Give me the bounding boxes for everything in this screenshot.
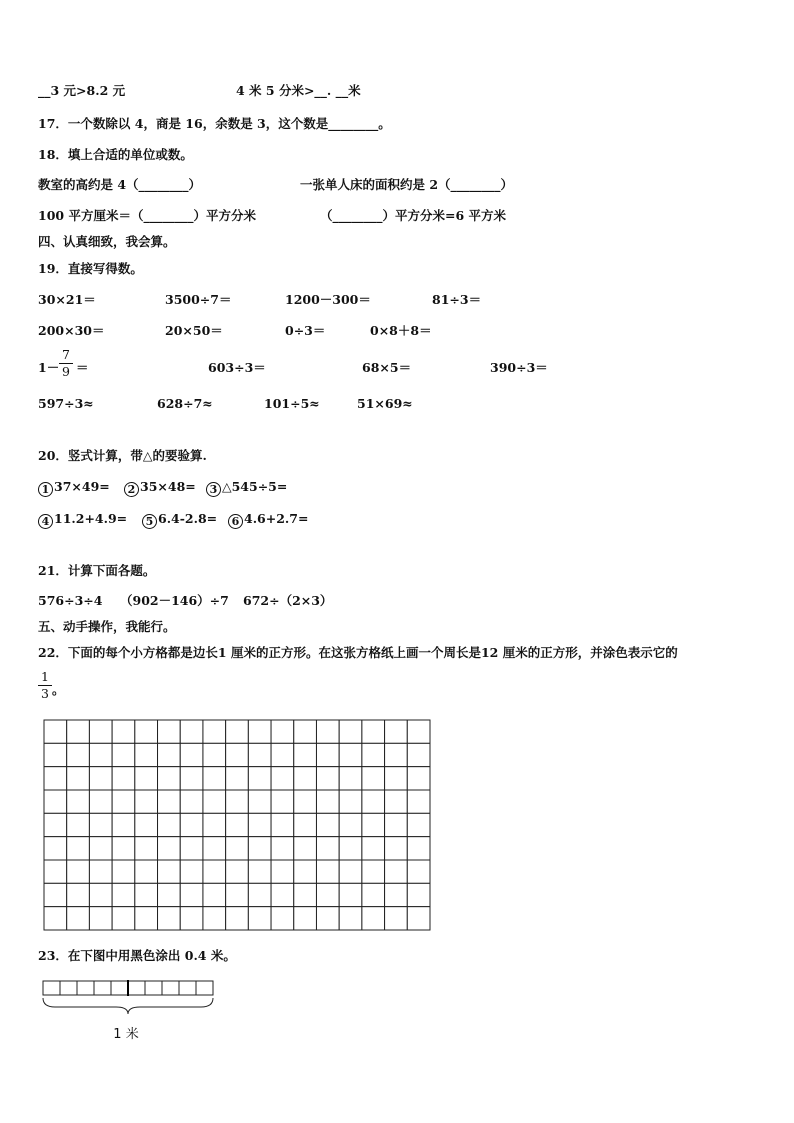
grid-cell[interactable] [158,813,181,836]
grid-cell[interactable] [316,743,339,766]
grid-cell[interactable] [203,720,226,743]
grid-cell[interactable] [44,767,67,790]
q19-r2c3: 0÷3＝ [285,323,326,338]
strip-segment[interactable] [196,981,213,995]
fraction-denominator: 3 [41,686,49,701]
grid-cell[interactable] [203,813,226,836]
grid-cell[interactable] [339,767,362,790]
grid-cell[interactable] [135,883,158,906]
q19-r4c2: 628÷7≈ [157,396,213,411]
grid-cell[interactable] [158,767,181,790]
grid-cell[interactable] [180,790,203,813]
grid-cell[interactable] [248,837,271,860]
meter-label: 1 米 [113,1027,139,1042]
grid-cell[interactable] [112,883,135,906]
q19-r3c2: 603÷3＝ [208,360,266,375]
grid-cell[interactable] [271,720,294,743]
grid-cell[interactable] [226,720,249,743]
q22-fraction [38,670,52,701]
grid-cell[interactable] [294,837,317,860]
grid-cell[interactable] [112,907,135,930]
strip-segment[interactable] [77,981,94,995]
grid-cell[interactable] [135,790,158,813]
grid-cell[interactable] [294,813,317,836]
grid-cell[interactable] [203,907,226,930]
grid-cell[interactable] [271,860,294,883]
circled-number: 3 [206,482,221,497]
q20-item-6: 6 4.6+2.7= [228,511,308,529]
grid-cell[interactable] [226,860,249,883]
grid-cell[interactable] [89,813,112,836]
q20-item-5: 5 6.4-2.8= [142,511,217,529]
circled-number: 4 [38,514,53,529]
grid-cell[interactable] [385,883,408,906]
grid-cell[interactable] [271,837,294,860]
grid-cell[interactable] [112,813,135,836]
grid-cell[interactable] [271,813,294,836]
grid-cell[interactable] [158,743,181,766]
grid-cell[interactable] [362,860,385,883]
grid-cell[interactable] [362,883,385,906]
fraction-numerator: 1 [41,669,49,684]
grid-cell[interactable] [135,720,158,743]
grid-cell[interactable] [316,883,339,906]
section-5-heading: 五、动手操作，我能行。 [38,619,176,634]
grid-cell[interactable] [203,837,226,860]
square-grid[interactable] [43,719,431,931]
grid-cell[interactable] [407,767,430,790]
circled-number: 6 [228,514,243,529]
grid-cell[interactable] [89,767,112,790]
grid-cell[interactable] [135,907,158,930]
q19-r3c3: 68×5＝ [362,360,412,375]
grid-cell[interactable] [44,813,67,836]
grid-cell[interactable] [135,813,158,836]
grid-cell[interactable] [226,837,249,860]
grid-cell[interactable] [112,767,135,790]
grid-cell[interactable] [135,837,158,860]
grid-cell[interactable] [112,790,135,813]
strip-segment[interactable] [128,981,145,995]
grid-cell[interactable] [362,837,385,860]
grid-cell[interactable] [385,813,408,836]
q16-left: __3 元>8.2 元 [38,83,126,98]
grid-cell[interactable] [362,743,385,766]
grid-cell[interactable] [112,860,135,883]
q18-d: （________）平方分米=6 平方米 [320,208,507,223]
q19-r3-fraction [59,348,73,379]
q20-item-2: 2 35×48= [124,479,196,497]
grid-cell[interactable] [248,813,271,836]
q22-suffix: 。 [52,682,65,697]
q19-r1c3: 1200－300＝ [285,292,371,307]
grid-cell[interactable] [226,813,249,836]
q20-item-1: 1 37×49= [38,479,110,497]
grid-cell[interactable] [89,743,112,766]
grid-cell[interactable] [385,860,408,883]
grid-cell[interactable] [67,883,90,906]
grid-cell[interactable] [248,790,271,813]
q20-item-4: 4 11.2+4.9= [38,511,127,529]
grid-cell[interactable] [316,813,339,836]
grid-cell[interactable] [158,720,181,743]
grid-cell[interactable] [89,790,112,813]
grid-cell[interactable] [67,720,90,743]
grid-cell[interactable] [180,813,203,836]
grid-cell[interactable] [339,813,362,836]
strip-segment[interactable] [179,981,196,995]
grid-cell[interactable] [339,837,362,860]
q21-item-3: 672÷（2×3） [243,593,333,608]
q20-title: 20．竖式计算，带△的要验算. [38,448,207,463]
q19-r1c4: 81÷3＝ [432,292,482,307]
grid-cell[interactable] [135,743,158,766]
grid-cell[interactable] [67,767,90,790]
grid-cell[interactable] [248,883,271,906]
grid-cell[interactable] [226,907,249,930]
circled-number: 2 [124,482,139,497]
q22-text: 22．下面的每个小方格都是边长1 厘米的正方形。在这张方格纸上画一个周长是12 厘米的正方形，并涂色表示它的 [38,645,678,660]
grid-cell[interactable] [158,837,181,860]
grid-cell[interactable] [271,743,294,766]
grid-cell[interactable] [362,907,385,930]
grid-cell[interactable] [271,883,294,906]
grid-cell[interactable] [271,767,294,790]
grid-cell[interactable] [339,743,362,766]
grid-cell[interactable] [158,883,181,906]
grid-cell[interactable] [316,767,339,790]
q19-r4c3: 101÷5≈ [264,396,320,411]
strip-segment[interactable] [162,981,179,995]
q21-title: 21．计算下面各题。 [38,563,156,578]
q19-r2c4: 0×8＋8＝ [370,323,432,338]
strip-segment[interactable] [94,981,111,995]
grid-cell[interactable] [67,813,90,836]
q17-text: 17．一个数除以 4，商是 16，余数是 3，这个数是________。 [38,116,391,131]
grid-cell[interactable] [339,860,362,883]
grid-cell[interactable] [180,720,203,743]
grid-cell[interactable] [180,743,203,766]
grid-cell[interactable] [316,720,339,743]
q19-r1c2: 3500÷7＝ [165,292,232,307]
grid-cell[interactable] [362,767,385,790]
grid-cell[interactable] [248,907,271,930]
q19-r3c4: 390÷3＝ [490,360,548,375]
grid-cell[interactable] [89,720,112,743]
grid-cell[interactable] [203,790,226,813]
grid-cell[interactable] [89,883,112,906]
grid-cell[interactable] [248,720,271,743]
q19-r2c1: 200×30＝ [38,323,105,338]
grid-cell[interactable] [271,790,294,813]
grid-cell[interactable] [112,720,135,743]
grid-cell[interactable] [248,860,271,883]
grid-cell[interactable] [89,907,112,930]
grid-cell[interactable] [180,907,203,930]
q19-r2c2: 20×50＝ [165,323,223,338]
q21-item-2: （902－146）÷7 [120,593,229,608]
grid-cell[interactable] [44,720,67,743]
grid-cell[interactable] [67,907,90,930]
grid-cell[interactable] [180,767,203,790]
q18-b: 一张单人床的面积约是 2（________） [300,177,514,192]
grid-cell[interactable] [294,790,317,813]
grid-cell[interactable] [112,743,135,766]
grid-cell[interactable] [385,790,408,813]
grid-cell[interactable] [67,790,90,813]
grid-cell[interactable] [180,883,203,906]
q19-r3-prefix: 1－ [38,360,60,375]
grid-cell[interactable] [339,790,362,813]
q19-r4c1: 597÷3≈ [38,396,94,411]
grid-cell[interactable] [294,907,317,930]
grid-cell[interactable] [44,790,67,813]
grid-cell[interactable] [407,860,430,883]
strip-segment[interactable] [145,981,162,995]
grid-cell[interactable] [44,883,67,906]
grid-cell[interactable] [67,743,90,766]
grid-cell[interactable] [316,790,339,813]
grid-cell[interactable] [44,837,67,860]
grid-cell[interactable] [44,860,67,883]
grid-cell[interactable] [135,860,158,883]
grid-cell[interactable] [158,860,181,883]
grid-cell[interactable] [203,883,226,906]
grid-cell[interactable] [339,907,362,930]
grid-cell[interactable] [407,883,430,906]
grid-cell[interactable] [385,767,408,790]
grid-cell[interactable] [203,860,226,883]
fraction-numerator: 7 [62,347,70,362]
grid-cell[interactable] [67,860,90,883]
q19-r4c4: 51×69≈ [357,396,413,411]
q20-item-3: 3 △545÷5= [206,479,287,497]
grid-cell[interactable] [294,743,317,766]
q21-item-1: 576÷3÷4 [38,593,103,608]
q18-a: 教室的高约是 4（________） [38,177,202,192]
grid-cell[interactable] [44,743,67,766]
grid-cell[interactable] [67,837,90,860]
grid-cell[interactable] [407,790,430,813]
grid-cell[interactable] [44,907,67,930]
circled-number: 5 [142,514,157,529]
grid-cell[interactable] [89,837,112,860]
grid-cell[interactable] [407,907,430,930]
grid-cell[interactable] [294,767,317,790]
grid-cell[interactable] [316,837,339,860]
grid-cell[interactable] [407,720,430,743]
grid-cell[interactable] [407,837,430,860]
circled-number: 1 [38,482,53,497]
grid-cell[interactable] [362,790,385,813]
grid-cell[interactable] [294,720,317,743]
meter-strip[interactable] [38,978,220,1044]
grid-cell[interactable] [294,883,317,906]
grid-cell[interactable] [362,720,385,743]
strip-segment[interactable] [60,981,77,995]
grid-cell[interactable] [203,743,226,766]
grid-cell[interactable] [180,860,203,883]
grid-cell[interactable] [339,720,362,743]
grid-cell[interactable] [112,837,135,860]
grid-cell[interactable] [407,813,430,836]
grid-cell[interactable] [385,743,408,766]
q18-title: 18．填上合适的单位或数。 [38,147,193,162]
grid-cell[interactable] [248,743,271,766]
section-4-heading: 四、认真细致，我会算。 [38,234,176,249]
grid-cell[interactable] [362,813,385,836]
strip-segment[interactable] [111,981,128,995]
q19-title: 19．直接写得数。 [38,261,143,276]
brace [43,998,213,1014]
grid-cell[interactable] [339,883,362,906]
grid-cell[interactable] [316,907,339,930]
grid-cell[interactable] [385,720,408,743]
grid-cell[interactable] [316,860,339,883]
grid-cell[interactable] [407,743,430,766]
grid-cell[interactable] [180,837,203,860]
grid-cell[interactable] [226,767,249,790]
q19-r3-suffix: ＝ [76,360,89,375]
q16-right: 4 米 5 分米>__. __米 [236,83,361,98]
grid-cell[interactable] [158,790,181,813]
grid-cell[interactable] [89,860,112,883]
grid-cell[interactable] [226,790,249,813]
grid-cell[interactable] [226,743,249,766]
grid-cell[interactable] [271,907,294,930]
grid-cell[interactable] [226,883,249,906]
grid-cell[interactable] [294,860,317,883]
grid-cell[interactable] [203,767,226,790]
strip-segment[interactable] [43,981,60,995]
q19-r1c1: 30×21＝ [38,292,96,307]
q23-text: 23．在下图中用黑色涂出 0.4 米。 [38,948,236,963]
grid-cell[interactable] [248,767,271,790]
fraction-denominator: 9 [62,364,70,379]
grid-cell[interactable] [385,837,408,860]
grid-cell[interactable] [135,767,158,790]
q18-c: 100 平方厘米＝（________）平方分米 [38,208,256,223]
grid-cell[interactable] [385,907,408,930]
grid-cell[interactable] [158,907,181,930]
